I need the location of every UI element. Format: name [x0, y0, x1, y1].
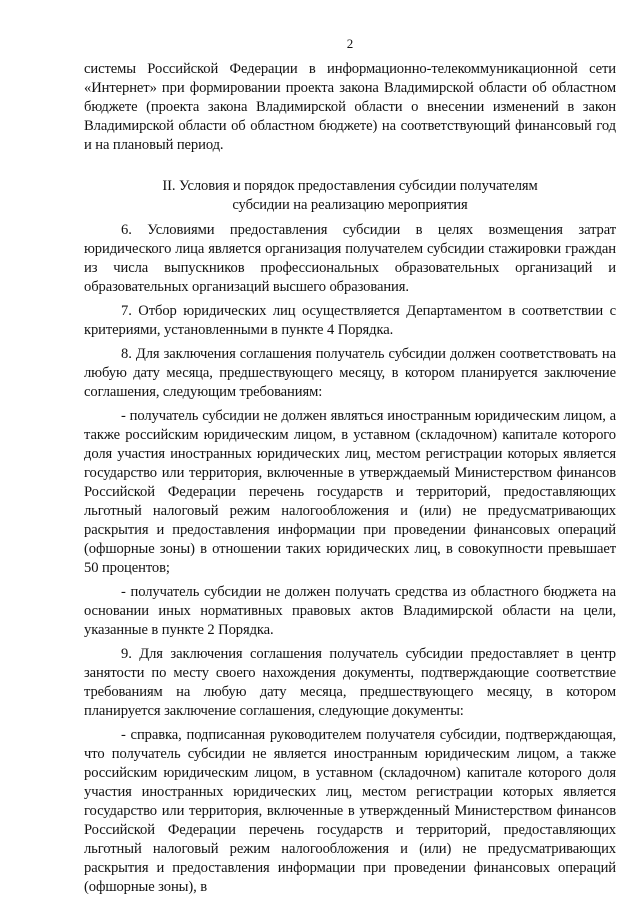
intro-paragraph: системы Российской Федерации в информационно-телекоммуникационной сети «Интернет» при формировании проекта закона Владимирской области об областном бюджете (проекта закона Владимирской области о внесении изменений в закон Владимирской области об областном бюджете) на соответствующий финансовый год и на плановый период.	[84, 61, 616, 153]
paragraph-7: 7. Отбор юридических лиц осуществляется Департаментом в соответствии с критериями, установленными в пункте 4 Порядка.	[84, 303, 616, 338]
paragraph-6: 6. Условиями предоставления субсидии в целях возмещения затрат юридического лица является организация получателем субсидии стажировки граждан из числа выпускников профессиональных образовательных организаций и образовательных организаций высшего образования.	[84, 222, 616, 295]
paragraph-8-item-2: - получатель субсидии не должен получать средства из областного бюджета на основании иных нормативных правовых актов Владимирской области на цели, указанные в пункте 2 Порядка.	[84, 584, 616, 638]
paragraph-8-item-1: - получатель субсидии не должен являться иностранным юридическим лицом, а также российским юридическим лицом, в уставном (складочном) капитале которого доля участия иностранных юридических лиц, местом регистрации которых является государство или территория, включенные в утверждаемый Министерством финансов Российской Федерации перечень государств и территорий, предоставляющих льготный налоговый режим налогообложения и (или) не предусматривающих раскрытия и предоставления информации при проведении финансовых операций (офшорные зоны) в отношении таких юридических лиц, в совокупности превышает 50 процентов;	[84, 408, 616, 576]
paragraph-8: 8. Для заключения соглашения получатель субсидии должен соответствовать на любую дату месяца, предшествующего месяцу, в котором планируется заключение соглашения, следующим требованиям:	[84, 346, 616, 400]
page-number: 2	[346, 36, 354, 51]
section-title-line1: II. Условия и порядок предоставления субсидии получателям	[162, 178, 538, 194]
section-title	[84, 177, 616, 215]
paragraph-9-item-1: - справка, подписанная руководителем получателя субсидии, подтверждающая, что получатель субсидии не является иностранным юридическим лицом, а также российским юридическим лицом, в уставном (складочном) капитале которого доля участия иностранных юридических лиц, местом регистрации которых является государство или территория, включенные в утвержденный Министерством финансов Российской Федерации перечень государств и территорий, предоставляющих льготный налоговый режим налогообложения и (или) не предусматривающих раскрытия и предоставления информации при проведении финансовых операций (офшорные зоны), в	[84, 727, 616, 895]
paragraph-9: 9. Для заключения соглашения получатель субсидии предоставляет в центр занятости по месту своего нахождения документы, подтверждающие соответствие требованиям на любую дату месяца, предшествующего месяцу, в котором планируется заключение соглашения, следующие документы:	[84, 646, 616, 719]
document-page	[84, 36, 616, 897]
section-title-line2: субсидии на реализацию мероприятия	[232, 197, 468, 213]
